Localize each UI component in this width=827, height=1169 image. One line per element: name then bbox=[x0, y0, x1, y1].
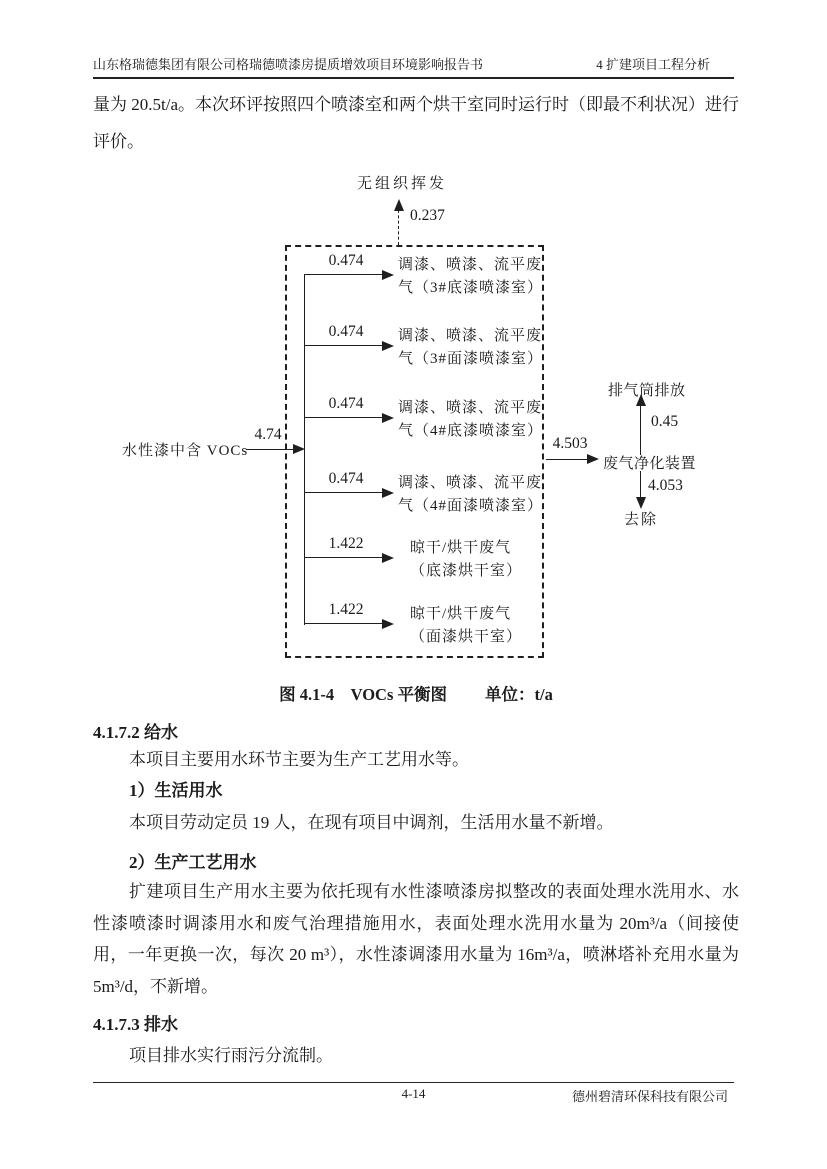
arrowhead-right-icon bbox=[382, 413, 394, 423]
purifier-label: 废气净化装置 bbox=[603, 456, 697, 472]
fugitive-emission-value: 0.237 bbox=[410, 207, 445, 224]
drainage-text: 项目排水实行雨污分流制。 bbox=[129, 1046, 333, 1065]
section-heading-drainage: 4.1.7.3 排水 bbox=[93, 1015, 178, 1034]
header-doc-title: 山东格瑞德集团有限公司格瑞德喷漆房提质增效项目环境影响报告书 bbox=[93, 57, 484, 72]
figure-caption bbox=[93, 681, 739, 705]
input-label: 水性漆中含 VOCs bbox=[122, 443, 249, 459]
header-chapter: 4 扩建项目工程分析 bbox=[596, 57, 710, 72]
arrowhead-right-icon bbox=[382, 270, 394, 280]
branch-label: 晾干/烘干废气 （底漆烘干室） bbox=[410, 540, 523, 579]
branch-label: 调漆、喷漆、流平废 气（3#底漆喷漆室） bbox=[398, 257, 544, 296]
branch-label: 调漆、喷漆、流平废 气（4#面漆喷漆室） bbox=[398, 475, 544, 514]
connector-line bbox=[640, 405, 641, 455]
connector-line bbox=[305, 623, 383, 624]
flow-value: 1.422 bbox=[328, 601, 364, 618]
page-header bbox=[93, 54, 734, 79]
flow-value: 0.474 bbox=[328, 252, 364, 269]
flow-value: 1.422 bbox=[328, 535, 364, 552]
branch-label: 调漆、喷漆、流平废 气（3#面漆喷漆室） bbox=[398, 328, 544, 367]
connector-line bbox=[305, 345, 383, 346]
footer-divider bbox=[93, 1082, 734, 1083]
flow-value: 0.474 bbox=[328, 395, 364, 412]
arrowhead-right-icon bbox=[382, 619, 394, 629]
removal-value: 4.053 bbox=[648, 477, 683, 494]
process-dashed-box bbox=[285, 245, 544, 658]
connector-line bbox=[546, 459, 588, 460]
footer-company: 德州碧清环保科技有限公司 bbox=[571, 1089, 728, 1104]
stack-emission-value: 0.45 bbox=[651, 413, 679, 430]
fugitive-emission-label: 无组织挥发 bbox=[357, 176, 448, 192]
figure-caption-unit: 单位：t/a bbox=[485, 685, 553, 704]
connector-line bbox=[640, 471, 641, 498]
subheading-process-water: 2）生产工艺用水 bbox=[129, 853, 257, 872]
connector-line bbox=[305, 417, 383, 418]
branch-label: 调漆、喷漆、流平废 气（4#底漆喷漆室） bbox=[398, 400, 544, 439]
water-supply-intro: 本项目主要用水环节主要为生产工艺用水等。 bbox=[129, 750, 469, 769]
connector-line bbox=[305, 274, 383, 275]
section-heading-water-supply: 4.1.7.2 给水 bbox=[93, 723, 178, 742]
arrowhead-up-icon bbox=[394, 199, 404, 211]
output-value: 4.503 bbox=[552, 435, 588, 452]
arrowhead-right-icon bbox=[382, 341, 394, 351]
connector-line bbox=[246, 449, 294, 450]
subheading-domestic-water: 1）生活用水 bbox=[129, 781, 223, 800]
process-water-text: 扩建项目生产用水主要为依托现有水性漆喷漆房拟整改的表面处理水洗用水、水性漆喷漆时调漆用水和废气治理措施用水，表面处理水洗用水量为 20m³/a（间接使用，一年更换一次，每次 20 m³），水性漆调漆用水量为 16m³/a，喷淋塔补充用水量为 5m³/d，不新增。 bbox=[93, 882, 739, 996]
input-value: 4.74 bbox=[254, 426, 282, 443]
flow-value: 0.474 bbox=[328, 470, 364, 487]
domestic-water-text: 本项目劳动定员 19 人，在现有项目中调剂，生活用水量不新增。 bbox=[129, 813, 614, 832]
branch-label: 晾干/烘干废气 （面漆烘干室） bbox=[410, 606, 523, 645]
page-footer bbox=[93, 1086, 734, 1104]
arrowhead-right-icon bbox=[382, 553, 394, 563]
connector-line bbox=[305, 557, 383, 558]
connector-dashed-line bbox=[398, 210, 399, 245]
arrowhead-right-icon bbox=[293, 444, 305, 454]
flow-value: 0.474 bbox=[328, 323, 364, 340]
connector-line bbox=[305, 492, 383, 493]
stack-emission-label: 排气筒排放 bbox=[608, 383, 686, 399]
intro-paragraph: 量为 20.5t/a。本次环评按照四个喷漆室和两个烘干室同时运行时（即最不利状况）进行评价。 bbox=[93, 95, 739, 151]
figure-caption-title: 图 4.1-4 VOCs 平衡图 bbox=[279, 685, 448, 704]
page-number: 4-14 bbox=[401, 1086, 426, 1101]
removal-label: 去除 bbox=[624, 512, 659, 528]
arrowhead-right-icon bbox=[587, 454, 599, 464]
arrowhead-right-icon bbox=[382, 488, 394, 498]
